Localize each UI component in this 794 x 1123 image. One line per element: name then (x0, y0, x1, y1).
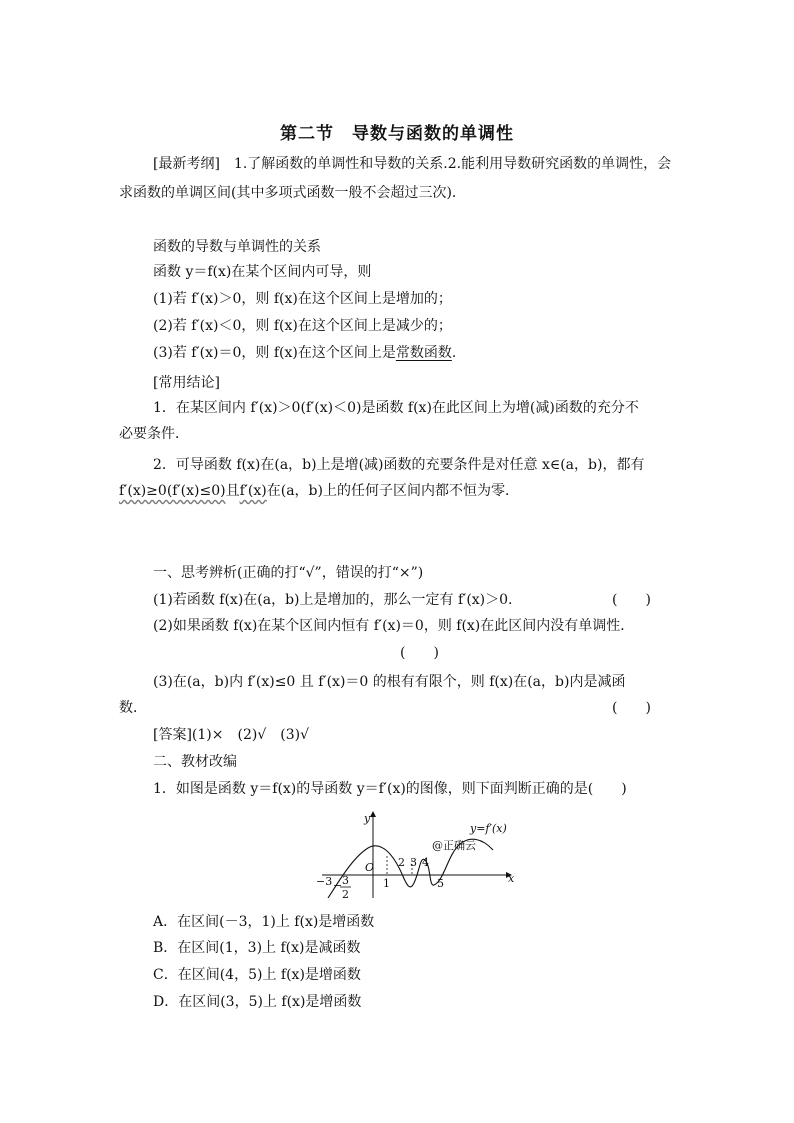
tick-label-3: 3 (410, 856, 417, 869)
conclusion-2-line-1: 2．可导函数 f(x)在(a，b)上是增(减)函数的充要条件是对任意 x∈(a，b)，都有 (153, 457, 645, 473)
practice-answer: [答案](1)× (2)√ (3)√ (153, 727, 309, 743)
tick-label-5: 5 (437, 877, 444, 890)
derivative-graph (310, 808, 520, 902)
outline-line-2: 求函数的单调区间(其中多项式函数一般不会超过三次)． (119, 185, 466, 201)
curve-label: y=f′(x) (470, 822, 507, 835)
option-c: C．在区间(4，5)上 f(x)是增函数 (153, 967, 361, 983)
relation-item-1: (1)若 f′(x)＞0，则 f(x)在这个区间上是增加的； (153, 291, 452, 307)
conclusion-1-line-1: 1．在某区间内 f′(x)＞0(f′(x)＜0)是函数 f(x)在此区间上为增(减)函数的充分不 (153, 400, 639, 416)
practice-q3-line-2: 数． (119, 700, 147, 716)
frac-numerator: 3 (342, 874, 349, 887)
relation-intro: 函数 y＝f(x)在某个区间内可导，则 (153, 264, 372, 280)
textbook-q1: 1．如图是函数 y＝f(x)的导函数 y＝f′(x)的图像，则下面判断正确的是( ) (153, 781, 627, 797)
tick-label-neg3: −3 (316, 875, 333, 888)
relation-item-3-emphasis: 常数函数 (395, 345, 452, 361)
origin-label: O (365, 861, 375, 874)
relation-item-3-end: ． (451, 345, 466, 361)
option-b: B．在区间(1，3)上 f(x)是减函数 (153, 940, 361, 956)
option-d: D．在区间(3，5)上 f(x)是增函数 (153, 994, 362, 1010)
relation-item-3 (153, 343, 466, 363)
conclusion-2-mid: 且 (225, 483, 240, 499)
relation-heading: 函数的导数与单调性的关系 (153, 239, 321, 255)
option-a: A．在区间(－3，1)上 f(x)是增函数 (153, 914, 375, 930)
y-axis-arrow-icon (370, 811, 376, 817)
relation-item-2: (2)若 f′(x)＜0，则 f(x)在这个区间上是减少的； (153, 318, 452, 334)
section-title: 第二节 导数与函数的单调性 (280, 124, 514, 144)
practice-q3-blank: ( ) (612, 700, 651, 716)
practice-q2-blank: ( ) (400, 645, 439, 661)
tick-label-4: 4 (422, 856, 429, 869)
watermark-text: @正确云 (432, 839, 476, 852)
frac-denominator: 2 (342, 888, 349, 901)
practice-heading: 一、思考辨析(正确的打“√”，错误的打“×”) (153, 565, 424, 581)
conclusion-2-end: 在(a，b)上的任何子区间内都不恒为零． (266, 483, 519, 499)
practice-q2: (2)如果函数 f(x)在某个区间内恒有 f′(x)＝0，则 f(x)在此区间内没有单调性． (153, 618, 635, 634)
x-axis-label: x (508, 872, 515, 885)
conclusion-2-line-2 (119, 481, 519, 501)
practice-q1: (1)若函数 f(x)在(a，b)上是增加的，那么一定有 f′(x)＞0. (153, 592, 513, 608)
conclusion-2-wavy-1: f′(x)≥0(f′(x)≤0) (119, 483, 226, 499)
practice-q3-line-1: (3)在(a，b)内 f′(x)≤0 且 f′(x)＝0 的根有有限个，则 f(x)在(a，b)内是减函 (153, 674, 626, 690)
conclusions-heading: [常用结论] (153, 375, 220, 391)
practice-q1-blank: ( ) (612, 592, 651, 608)
textbook-heading: 二、教材改编 (153, 754, 237, 770)
tick-label-2: 2 (398, 856, 405, 869)
relation-item-3-text: (3)若 f′(x)＝0，则 f(x)在这个区间上是 (153, 345, 396, 361)
outline-line-1: [最新考纲] 1.了解函数的单调性和导数的关系.2.能利用导数研究函数的单调性，会 (153, 156, 672, 172)
frac-sign: − (333, 879, 343, 892)
conclusion-2-wavy-2: f′(x) (239, 483, 267, 499)
tick-label-1: 1 (383, 877, 390, 890)
conclusion-1-line-2: 必要条件． (119, 426, 189, 442)
y-axis-label: y (364, 812, 371, 825)
